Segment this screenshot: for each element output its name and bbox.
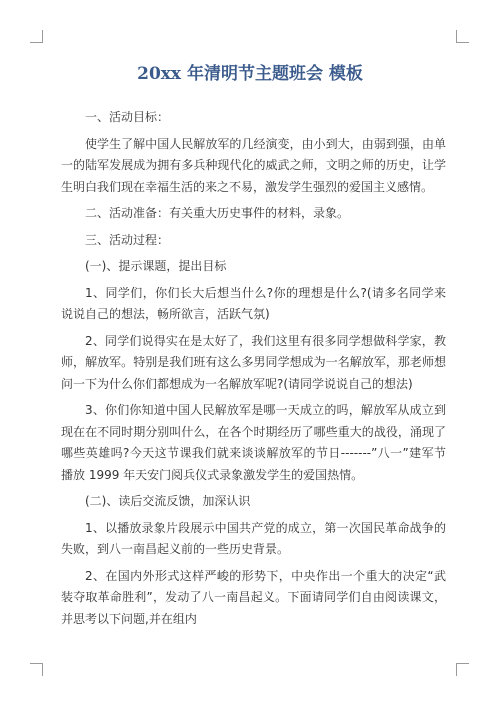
corner-mark-top-left (30, 30, 43, 43)
paragraph: 2、同学们说得实在是太好了，我们这里有很多同学想做科学家，教师，解放军。特别是我们班有这么多男同学想成为一名解放军，那老师想问一下为什么你们都想成为一名解放军呢?(请同学说说自己的想法) (61, 333, 446, 391)
paragraph: (一)、提示课题，提出目标 (85, 259, 227, 273)
paragraph: 使学生了解中国人民解放军的几经演变，由小到大，由弱到强，由单一的陆军发展成为拥有多兵种现代化的威武之师，文明之师的历史，让学生明白我们现在幸福生活的来之不易，激发学生强烈的爱国主义感情。 (61, 136, 446, 194)
paragraph: 三、活动过程： (85, 232, 170, 247)
document-title: 20xx 年清明节主题班会 模板 (137, 64, 363, 84)
paragraph: 二、活动准备：有关重大历史事件的材料，录象。 (85, 206, 350, 220)
paragraph: 2、在国内外形式这样严峻的形势下，中央作出一个重大的决定“武装夺取革命胜利”，发动了八一南昌起义。下面请同学们自由阅读课文，并思考以下问题,并在组内 (61, 568, 446, 626)
document-body (61, 107, 446, 635)
paragraph: (二)、读后交流反馈，加深认识 (85, 494, 251, 508)
paragraph: 1、同学们，你们长大后想当什么?你的理想是什么?(请多名同学来说说自己的想法，畅所欲言，活跃气氛) (61, 285, 446, 321)
paragraph: 1、以播放录象片段展示中国共产党的成立，第一次国民革命战争的失败，到八一南昌起义前的一些历史背景。 (61, 520, 446, 556)
paragraph: 3、你们你知道中国人民解放军是哪一天成立的吗，解放军从成立到现在在不同时期分别叫什么，在各个时期经历了哪些重大的战役，涌现了哪些英雄吗?今天这节课我们就来谈谈解放军的节日-------”八一”建军节播放 1999 年天安门阅兵仪式录象激发学生的爱国热情。 (61, 403, 446, 482)
corner-mark-top-right (456, 30, 469, 43)
corner-mark-bottom-right (456, 663, 469, 676)
paragraph: 一、活动目标： (85, 110, 170, 124)
corner-mark-bottom-left (30, 663, 43, 676)
